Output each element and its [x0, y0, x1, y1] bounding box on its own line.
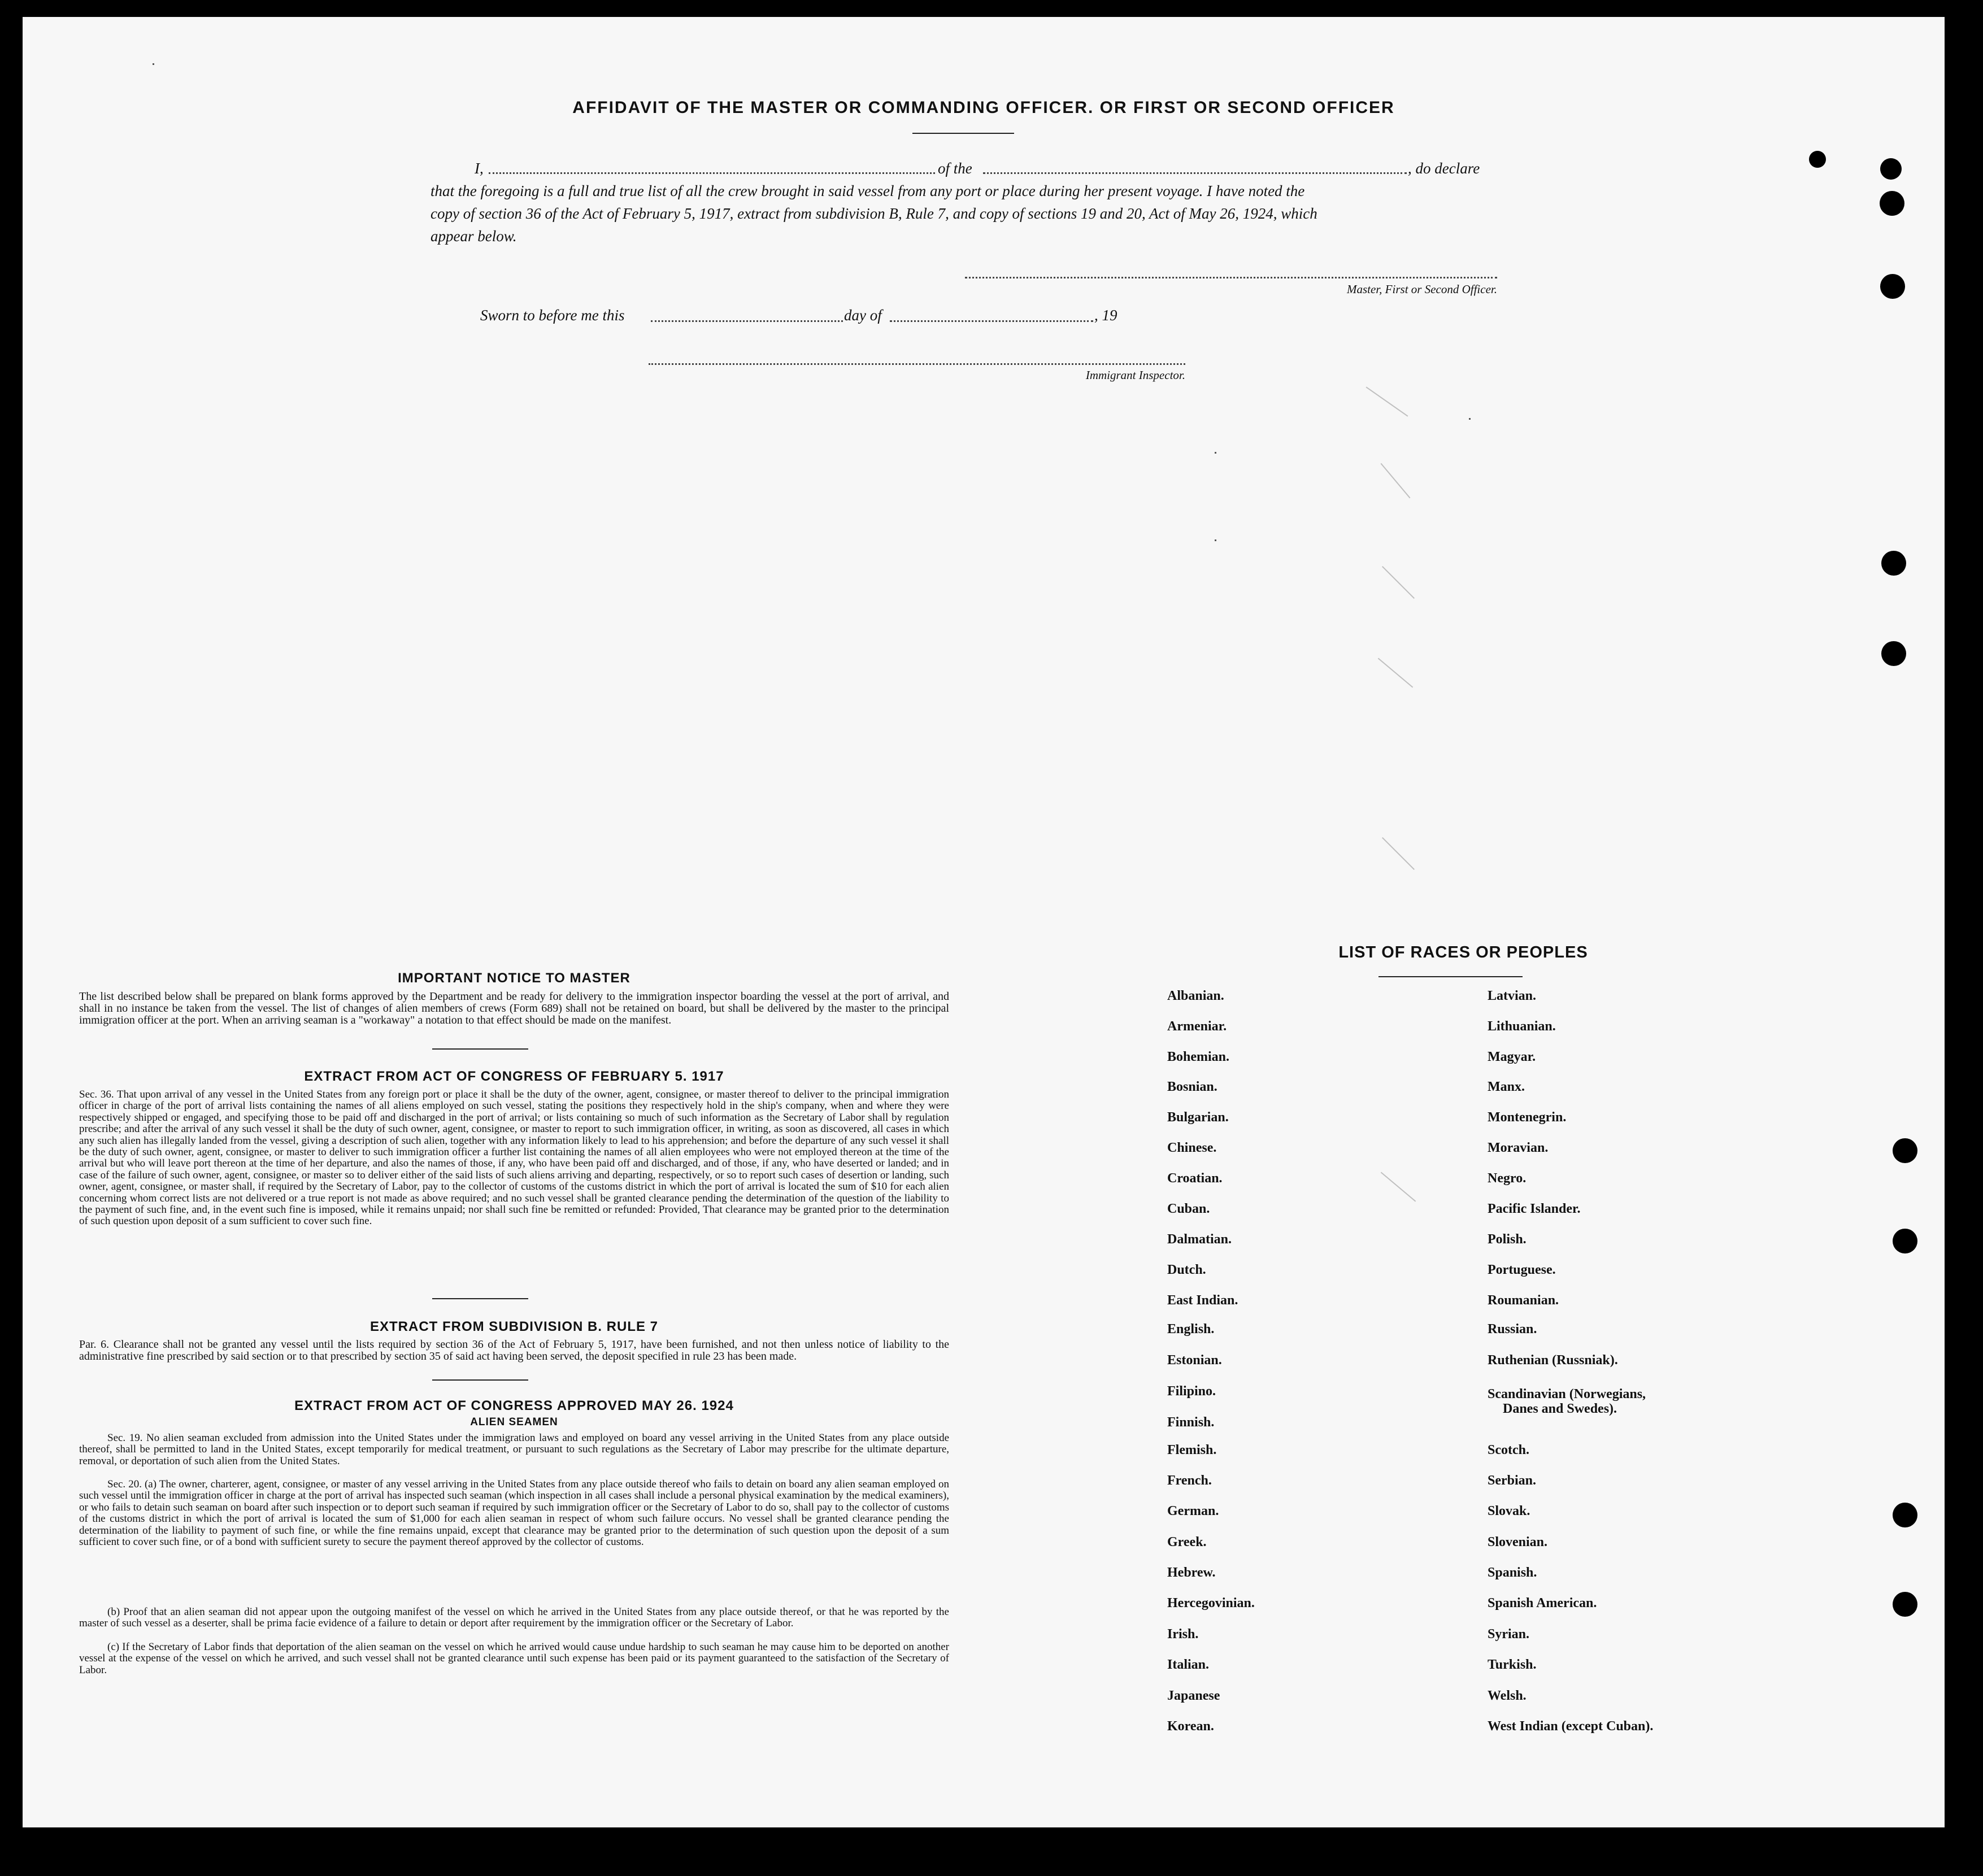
sworn-year-label: , 19	[1094, 307, 1117, 324]
bleed-through-mark	[1382, 837, 1415, 870]
master-signature-line[interactable]	[965, 277, 1497, 278]
binder-hole	[1880, 274, 1905, 299]
race-item: Finnish.	[1167, 1415, 1215, 1430]
sec20c-text: (c) If the Secretary of Labor finds that deportation of the alien seaman on the vessel on which he arrived would cause undue hardship to such seaman he may cause him to be deported on another vessel at the expense of the vessel on which he arrived, and such vessel shall not be granted clearance until such expense has been paid or its payment guaranteed to the satisfaction of the Secretary of Labor.	[79, 1641, 949, 1676]
extract-1924-title: EXTRACT FROM ACT OF CONGRESS APPROVED MAY 26. 1924	[294, 1398, 734, 1413]
race-item: Latvian.	[1488, 989, 1537, 1003]
master-caption: Master, First or Second Officer.	[1347, 282, 1497, 296]
race-item: Estonian.	[1167, 1353, 1222, 1368]
race-item: Bosnian.	[1167, 1080, 1217, 1094]
race-item: Armeniar.	[1167, 1019, 1227, 1034]
race-item: Serbian.	[1488, 1473, 1537, 1488]
race-item: Bulgarian.	[1167, 1110, 1229, 1125]
sworn-prefix: Sworn to before me this	[480, 307, 625, 324]
race-item: Scandinavian (Norwegians,	[1488, 1387, 1646, 1401]
divider	[432, 1048, 528, 1050]
race-item: Manx.	[1488, 1080, 1525, 1094]
race-item: Moravian.	[1488, 1141, 1549, 1155]
inspector-signature-line[interactable]	[649, 363, 1185, 365]
binder-hole	[1880, 158, 1902, 180]
affidavit-line4: appear below.	[430, 228, 517, 245]
document-page	[23, 17, 1945, 1827]
race-item: Pacific Islander.	[1488, 1202, 1581, 1216]
race-item: German.	[1167, 1504, 1219, 1518]
speck	[1215, 539, 1216, 541]
race-item: Greek.	[1167, 1535, 1207, 1549]
race-item-continued: Danes and Swedes).	[1503, 1401, 1617, 1416]
race-item: Filipino.	[1167, 1384, 1216, 1399]
race-item: Dutch.	[1167, 1263, 1206, 1277]
race-item: Portuguese.	[1488, 1263, 1556, 1277]
sworn-day-blank[interactable]	[651, 320, 843, 322]
race-item: Dalmatian.	[1167, 1232, 1232, 1247]
notice-title: IMPORTANT NOTICE TO MASTER	[398, 970, 630, 986]
race-item: Roumanian.	[1488, 1293, 1559, 1308]
race-item: French.	[1167, 1473, 1212, 1488]
race-item: Turkish.	[1488, 1657, 1537, 1672]
affidavit-of-label: of the	[938, 160, 972, 177]
sec20a-text: Sec. 20. (a) The owner, charterer, agent, consignee, or master of any vessel arriving in the United States from any place outside thereof who fails to detain on board any alien seaman employed on such vessel until the immigration officer in charge at the port of arrival has inspected such seaman (which inspection in all cases shall include a personal physical examination by the medical examiners), or who fails to detain such seaman on board after such inspection or to deport such seaman if required by such immigration officer or the Secretary of Labor to do so, shall pay to the collector of customs of the customs district in which the port of arrival is located the sum of $1,000 for each alien seaman in respect of whom such failure occurs. No vessel shall be granted clearance pending the determination of the liability to payment of such fine, or while the fine remains unpaid, except that clearance may be granted prior to the determination of such question upon the deposit of a sum sufficient to cover such fine, or of a bond with sufficient surety to secure the payment thereof approved by the collector of customs.	[79, 1478, 949, 1548]
binder-hole	[1893, 1229, 1917, 1253]
race-item: Croatian.	[1167, 1171, 1223, 1186]
binder-hole	[1893, 1592, 1917, 1617]
race-item: Negro.	[1488, 1171, 1527, 1186]
race-item: Japanese	[1167, 1688, 1220, 1703]
race-item: Slovak.	[1488, 1504, 1530, 1518]
bleed-through-mark	[1366, 386, 1408, 416]
sec19-text: Sec. 19. No alien seaman excluded from admission into the United States under the immigration laws and employed on board any vessel arriving in the United States from any place outside thereof, shall be permitted to land in the United States, except temporarily for medical treatment, or pursuant to such regulations as the Secretary of Labor may prescribe for the ultimate departure, removal, or deportation of such alien from the United States.	[79, 1432, 949, 1467]
affidavit-title: AFFIDAVIT OF THE MASTER OR COMMANDING OFFICER. OR FIRST OR SECOND OFFICER	[572, 98, 1395, 117]
race-item: Cuban.	[1167, 1202, 1210, 1216]
divider	[432, 1298, 528, 1299]
affidavit-line3: copy of section 36 of the Act of February 5, 1917, extract from subdivision B, Rule 7, and copy of sections 19 and 20, Act of May 26, 1924, which	[430, 205, 1317, 222]
notice-text: The list described below shall be prepared on blank forms approved by the Department and be ready for delivery to the immigration inspector boarding the vessel at the port of arrival, and shall in no instance be taken from the vessel. The list of changes of alien members of crews (Form 689) shall not be retained on board, but shall be delivered by the master to the principal immigration officer at the port. When an arriving seaman is a "workaway" a notation to that effect should be made on the manifest.	[79, 990, 949, 1026]
race-item: Ruthenian (Russniak).	[1488, 1353, 1618, 1368]
race-item: Flemish.	[1167, 1443, 1217, 1457]
extract-1917-title: EXTRACT FROM ACT OF CONGRESS OF FEBRUARY 5. 1917	[304, 1069, 724, 1084]
affidavit-line2: that the foregoing is a full and true list of all the crew brought in said vessel from any port or place during her present voyage. I have noted the	[430, 182, 1305, 199]
affidavit-declare-label: , do declare	[1408, 160, 1480, 177]
race-item: East Indian.	[1167, 1293, 1238, 1308]
race-item: Italian.	[1167, 1657, 1210, 1672]
race-item: Hebrew.	[1167, 1565, 1216, 1580]
binder-hole	[1809, 151, 1826, 168]
race-item: Slovenian.	[1488, 1535, 1548, 1549]
race-item: Korean.	[1167, 1719, 1214, 1734]
race-item: Lithuanian.	[1488, 1019, 1556, 1034]
bleed-through-mark	[1381, 463, 1411, 499]
affidavit-i-label: I,	[475, 160, 484, 177]
rule7-text: Par. 6. Clearance shall not be granted any vessel until the lists required by section 36 of the Act of February 5, 1917, have been furnished, and not then unless notice of liability to the administrative fine prescribed by said section or to that prescribed by section 35 of said act having been served, the deposit specified in rule 23 has been made.	[79, 1338, 949, 1363]
speck	[1215, 452, 1216, 454]
race-item: Chinese.	[1167, 1141, 1217, 1155]
inspector-caption: Immigrant Inspector.	[1085, 368, 1185, 382]
race-item: Irish.	[1167, 1627, 1199, 1642]
race-item: Scotch.	[1488, 1443, 1529, 1457]
races-title: LIST OF RACES OR PEOPLES	[1338, 943, 1588, 961]
binder-hole	[1893, 1503, 1917, 1527]
race-item: Spanish American.	[1488, 1596, 1597, 1611]
race-item: Magyar.	[1488, 1050, 1536, 1064]
title-underline	[912, 133, 1014, 134]
binder-hole	[1893, 1138, 1917, 1163]
race-item: English.	[1167, 1322, 1215, 1337]
sec20b-text: (b) Proof that an alien seaman did not appear upon the outgoing manifest of the vessel on which he arrived in the United States from any place outside thereof, or that he was reported by the master of such vessel as a deserter, shall be prima facie evidence of a failure to detain or deport after requirement by the immigration officer or the Secretary of Labor.	[79, 1606, 949, 1630]
race-item: Spanish.	[1488, 1565, 1537, 1580]
races-underline	[1378, 976, 1523, 977]
rule7-title: EXTRACT FROM SUBDIVISION B. RULE 7	[369, 1319, 659, 1334]
speck	[1469, 418, 1471, 420]
race-item: Welsh.	[1488, 1688, 1527, 1703]
sworn-day-label: day of	[844, 307, 882, 324]
binder-hole	[1881, 641, 1906, 666]
binder-hole	[1881, 551, 1906, 576]
name-blank[interactable]	[489, 172, 935, 174]
race-item: Hercegovinian.	[1167, 1596, 1255, 1611]
race-item: Russian.	[1488, 1322, 1537, 1337]
vessel-blank[interactable]	[983, 172, 1407, 174]
bleed-through-mark	[1381, 1172, 1416, 1202]
divider	[432, 1379, 528, 1381]
extract-1917-text: Sec. 36. That upon arrival of any vessel in the United States from any foreign port or place it shall be the duty of the owner, agent, consignee, or master thereof to deliver to the principal immigration officer in charge of the port of arrival lists containing the names of all aliens employed on such vessel, stating the positions they respectively hold in the ship's company, when and where they were respectively shipped or engaged, and specifying those to be paid off and discharged in the port of arrival; or lists containing so much of such information as the Secretary of Labor shall by regulation prescribe; and after the arrival of any such vessel it shall be the duty of such owner, agent, consignee, or master to report to such immigration officer, in writing, as soon as discovered, all cases in which any such alien has illegally landed from the vessel, giving a description of such alien, together with any information likely to lead to his apprehension; and before the departure of any such vessel it shall be the duty of such owner, agent, consignee, or master to deliver to such immigration officer a further list containing the names of all alien employees who were not employed thereon at the time of the arrival but who will leave port thereon at the time of her departure, and also the names of those, if any, who have been paid off and discharged, and of those, if any, who have deserted or landed; and in case of the failure of such owner, agent, consignee, or master so to deliver either of the said lists of such aliens arriving and departing, respectively, or so to report such cases of desertion or landing, such owner, agent, consignee, or master shall, if required by the Secretary of Labor, pay to the collector of customs of the customs district in which the port of arrival is located the sum of $10 for each alien concerning whom correct lists are not delivered or a true report is not made as above required; and no such vessel shall be granted clearance pending the determination of the question of the liability to the payment of such fine, and, in the event such fine is imposed, while it remains unpaid; nor shall such fine be remitted or refunded: Provided, That clearance may be granted prior to the determination of such question upon deposit of a sum sufficient to cover such fine.	[79, 1089, 949, 1228]
extract-1924-subtitle: ALIEN SEAMEN	[470, 1416, 558, 1428]
bleed-through-mark	[1378, 658, 1414, 688]
bleed-through-mark	[1382, 566, 1415, 599]
race-item: Montenegrin.	[1488, 1110, 1567, 1125]
race-item: Syrian.	[1488, 1627, 1530, 1642]
race-item: West Indian (except Cuban).	[1488, 1719, 1654, 1734]
race-item: Polish.	[1488, 1232, 1527, 1247]
binder-hole	[1880, 191, 1904, 216]
sworn-month-blank[interactable]	[890, 320, 1093, 322]
speck	[153, 63, 154, 65]
race-item: Bohemian.	[1167, 1050, 1230, 1064]
race-item: Albanian.	[1167, 989, 1224, 1003]
